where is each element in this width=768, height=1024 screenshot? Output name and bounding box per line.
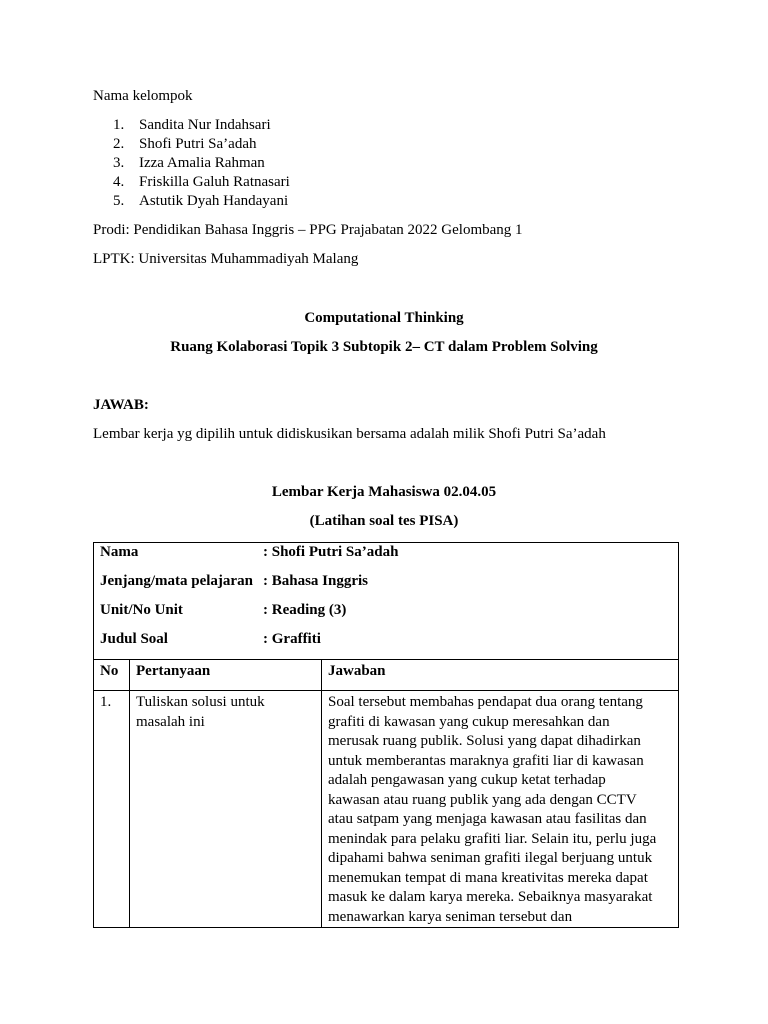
member-number: 2.: [113, 136, 125, 152]
answer-line: Soal tersebut membahas pendapat dua orang tentang: [328, 694, 643, 710]
meta-value: : Bahasa Inggris: [263, 573, 369, 589]
meta-label: Jenjang/mata pelajaran: [100, 573, 253, 589]
meta-row-unit: [100, 601, 672, 630]
answer-line: atau satpam yang menjaga kawasan atau fasilitas dan: [328, 811, 647, 827]
column-header-answer: Jawaban: [322, 660, 679, 691]
member-number: 5.: [113, 193, 125, 209]
worksheet-title: Lembar Kerja Mahasiswa 02.04.05: [271, 484, 497, 500]
question-cell: [130, 691, 322, 928]
group-label: Nama kelompok: [93, 88, 193, 104]
meta-label: Judul Soal: [100, 631, 168, 647]
member-name: Izza Amalia Rahman: [139, 155, 265, 171]
meta-value: : Shofi Putri Sa’adah: [263, 544, 399, 560]
answer-line: menemukan tempat di mana kreativitas mereka dapat: [328, 869, 648, 886]
meta-cell: [94, 543, 679, 660]
page-title: Computational Thinking: [304, 310, 464, 326]
lptk-line: LPTK: Universitas Muhammadiyah Malang: [93, 251, 359, 267]
answer-line: dipahami bahwa seniman grafiti ilegal berjuang untuk: [328, 850, 653, 866]
answer-line: merusak ruang publik. Solusi yang dapat dihadirkan: [328, 733, 641, 749]
answer-text: Lembar kerja yg dipilih untuk didiskusikan bersama adalah milik Shofi Putri Sa’adah: [93, 426, 606, 442]
member-number: 1.: [113, 117, 125, 133]
meta-label: Nama: [100, 544, 139, 560]
member-name: Shofi Putri Sa’adah: [139, 136, 257, 152]
table-header-row: [94, 660, 679, 691]
answer-line: untuk memberantas maraknya grafiti liar di kawasan: [328, 752, 644, 769]
question-line: masalah ini: [136, 713, 205, 730]
answer-line: adalah pengawasan yang cukup ketat terhadap: [328, 772, 606, 788]
meta-row-nama: [100, 543, 672, 572]
page-subtitle: Ruang Kolaborasi Topik 3 Subtopik 2– CT dalam Problem Solving: [170, 339, 598, 355]
meta-value: : Graffiti: [263, 631, 321, 647]
worksheet-subtitle: (Latihan soal tes PISA): [309, 513, 459, 529]
meta-row-judul: [100, 630, 672, 659]
answer-line: menawarkan karya seniman tersebut dan: [328, 908, 573, 925]
answer-line: masuk ke dalam karya mereka. Sebaiknya masyarakat: [328, 889, 653, 905]
worksheet-table: [93, 542, 679, 928]
table-row: [94, 691, 679, 928]
prodi-line: Prodi: Pendidikan Bahasa Inggris – PPG Prajabatan 2022 Gelombang 1: [93, 222, 523, 238]
column-header-no: No: [94, 660, 130, 691]
column-header-question: Pertanyaan: [130, 660, 322, 691]
answer-line: kawasan atau ruang publik yang ada dengan CCTV: [328, 791, 637, 808]
meta-row-jenjang: [100, 572, 672, 601]
meta-label: Unit/No Unit: [100, 602, 183, 618]
question-line: Tuliskan solusi untuk: [136, 694, 265, 710]
meta-value: : Reading (3): [263, 602, 347, 618]
member-number: 3.: [113, 155, 125, 171]
member-number: 4.: [113, 174, 125, 190]
answer-cell: [322, 691, 679, 928]
answer-line: menindak para pelaku grafiti liar. Selain itu, perlu juga: [328, 830, 657, 847]
answer-line: grafiti di kawasan yang cukup meresahkan dan: [328, 713, 610, 730]
member-name: Sandita Nur Indahsari: [139, 117, 271, 133]
member-name: Friskilla Galuh Ratnasari: [139, 174, 290, 190]
answer-label: JAWAB:: [93, 397, 149, 413]
row-number: 1.: [94, 691, 130, 928]
member-name: Astutik Dyah Handayani: [139, 193, 289, 209]
